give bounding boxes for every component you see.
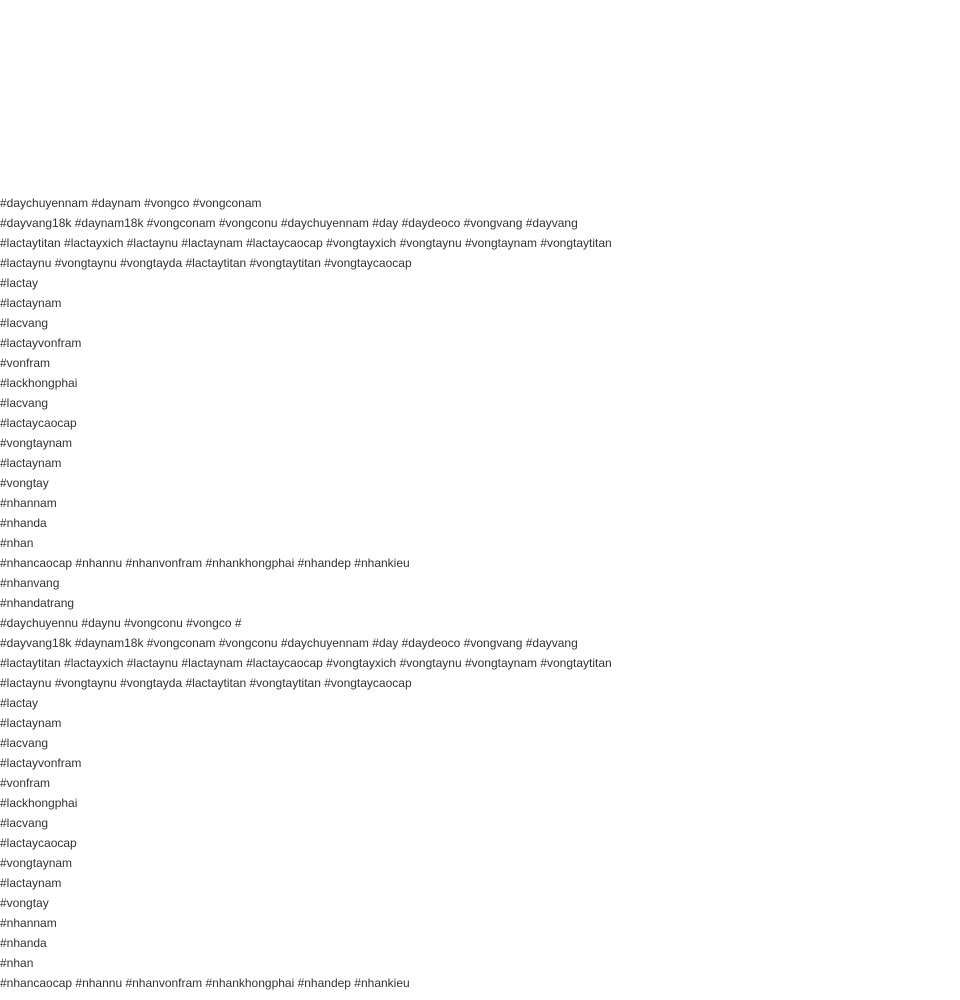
hashtag-line: #lactaynam [0, 876, 62, 890]
hashtag-line: #dayvang18k #daynam18k #vongconam #vongconu #daychuyennam #day #daydeoco #vongvang #dayvang [0, 636, 578, 650]
hashtag-line: #lacvang [0, 816, 49, 830]
hashtag-line: #lacvang [0, 396, 49, 410]
hashtag-line: #nhan [0, 536, 34, 550]
hashtag-line: #vonfram [0, 776, 51, 790]
hashtag-line: #nhanda [0, 936, 47, 950]
hashtag-line: #daychuyennam #daynam #vongco #vongconam [0, 196, 262, 210]
hashtag-line: #dayvang18k #daynam18k #vongconam #vongconu #daychuyennam #day #daydeoco #vongvang #dayvang [0, 216, 578, 230]
hashtag-line: #lactay [0, 276, 39, 290]
hashtag-line: #vongtay [0, 896, 49, 910]
hashtag-line: #vongtaynam [0, 436, 73, 450]
hashtag-line: #nhannam [0, 916, 57, 930]
hashtag-line: #vongtaynam [0, 856, 73, 870]
hashtag-line: #lactayvonfram [0, 756, 82, 770]
hashtag-line: #daychuyennu #daynu #vongconu #vongco # [0, 616, 242, 630]
hashtag-line: #lacvang [0, 736, 49, 750]
hashtag-line: #lactaynu #vongtaynu #vongtayda #lactaytitan #vongtaytitan #vongtaycaocap [0, 256, 412, 270]
hashtag-line: #lactaycaocap [0, 416, 77, 430]
hashtag-line: #lactay [0, 696, 39, 710]
hashtag-line: #lactaycaocap [0, 836, 77, 850]
hashtag-line: #vonfram [0, 356, 51, 370]
hashtag-text-block [0, 193, 960, 993]
hashtag-line: #lactaynam [0, 456, 62, 470]
hashtag-line: #vongtay [0, 476, 49, 490]
hashtag-line: #lactaynam [0, 716, 62, 730]
hashtag-line: #lactaytitan #lactayxich #lactaynu #lactaynam #lactaycaocap #vongtayxich #vongtaynu #vongtaynam #vongtaytitan [0, 236, 612, 250]
hashtag-line: #lactaynu #vongtaynu #vongtayda #lactaytitan #vongtaytitan #vongtaycaocap [0, 676, 412, 690]
hashtag-line: #lactayvonfram [0, 336, 82, 350]
hashtag-line: #lackhongphai [0, 376, 78, 390]
hashtag-line: #nhan [0, 956, 34, 970]
hashtag-line: #lactaynam [0, 296, 62, 310]
hashtag-line: #nhannam [0, 496, 57, 510]
hashtag-line: #nhanda [0, 516, 47, 530]
hashtag-line: #nhandatrang [0, 596, 75, 610]
hashtag-line: #nhancaocap #nhannu #nhanvonfram #nhankhongphai #nhandep #nhankieu [0, 556, 410, 570]
hashtag-line: #lactaytitan #lactayxich #lactaynu #lactaynam #lactaycaocap #vongtayxich #vongtaynu #vongtaynam #vongtaytitan [0, 656, 612, 670]
hashtag-line: #nhanvang [0, 576, 60, 590]
hashtag-line: #lacvang [0, 316, 49, 330]
hashtag-line: #lackhongphai [0, 796, 78, 810]
hashtag-line: #nhancaocap #nhannu #nhanvonfram #nhankhongphai #nhandep #nhankieu [0, 976, 410, 990]
